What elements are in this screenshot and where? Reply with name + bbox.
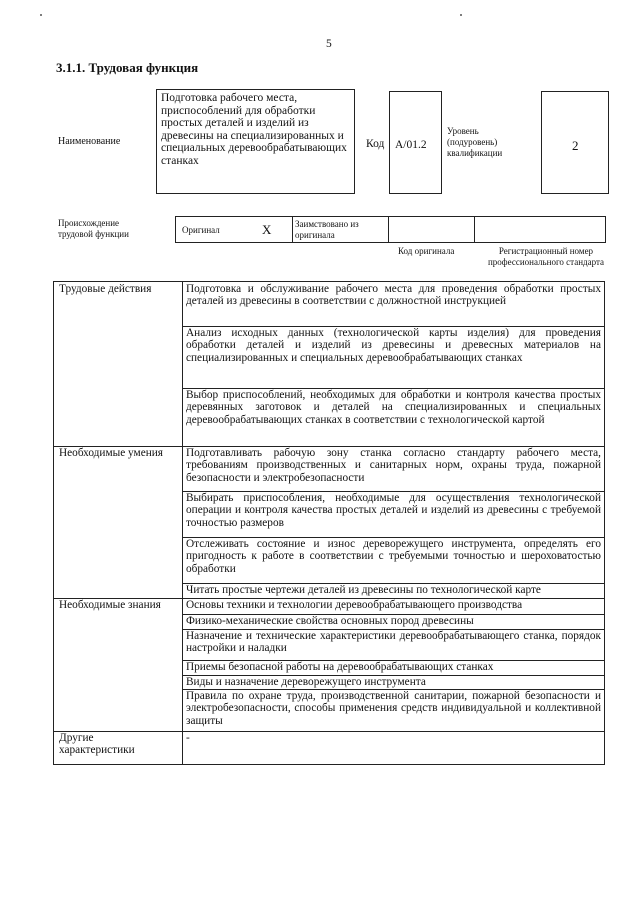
level-label: Уровень (подуровень) квалификации: [447, 126, 503, 158]
table-cell: Выбор приспособлений, необходимых для обработки и контроля качества простых деревянных заготовок и деталей на специализированных и специальных деревообрабатывающих станках в соответствии с технологической картой: [186, 389, 601, 426]
code-box: [389, 91, 442, 194]
scan-speck: [40, 14, 42, 16]
table-cell: Анализ исходных данных (технологической карты изделия) для проведения обработки деталей и изделий из древесины и древесных материалов на специализированных и специальных деревообрабатывающих станках: [186, 327, 601, 364]
original-mark: X: [262, 222, 272, 237]
page-number: 5: [326, 38, 332, 50]
table-cell: Приемы безопасной работы на деревообрабатывающих станках: [186, 661, 494, 673]
table-cell: Подготовка и обслуживание рабочего места для проведения обработки простых деталей из древесины в соответствии с должностной инструкцией: [186, 283, 601, 308]
row-label-other: Другие характеристики: [59, 732, 135, 757]
name-box: [156, 89, 355, 194]
table-cell: Физико-механические свойства основных пород древесины: [186, 615, 474, 627]
level-box: [541, 91, 609, 194]
table-cell: -: [186, 732, 190, 744]
section-title: 3.1.1. Трудовая функция: [56, 60, 199, 75]
code-original-caption: Код оригинала: [398, 246, 455, 256]
scan-speck: [460, 14, 462, 16]
row-label-knowledge: Необходимые знания: [59, 599, 161, 611]
table-cell: Основы техники и технологии деревообрабатывающего производства: [186, 599, 523, 611]
table-cell: Назначение и технические характеристики деревообрабатывающего станка, порядок настройки и наладки: [186, 630, 601, 655]
name-label: Наименование: [58, 136, 121, 147]
name-value: Подготовка рабочего места, приспособлений для обработки простых деталей и изделий из древесины на специализированных и специальных деревообрабатывающих станках: [161, 92, 347, 167]
level-value: 2: [572, 138, 579, 153]
table-cell: Читать простые чертежи деталей из древесины по технологической карте: [186, 584, 541, 596]
row-label-skills: Необходимые умения: [59, 447, 163, 459]
row-label-labor-actions: Трудовые действия: [59, 283, 152, 295]
code-value: A/01.2: [395, 139, 427, 151]
borrowed-label: Заимствовано из оригинала: [295, 219, 359, 240]
origin-box: [175, 216, 606, 243]
origin-label: Происхождение трудовой функции: [58, 218, 129, 239]
reg-number-caption: Регистрационный номер профессионального стандарта: [487, 246, 605, 267]
original-label: Оригинал: [182, 225, 220, 235]
code-label: Код: [366, 138, 385, 150]
table-cell: Виды и назначение дереворежущего инструмента: [186, 676, 426, 688]
table-cell: Отслеживать состояние и износ дереворежущего инструмента, определять его пригодность к работе в соответствии с требуемыми точностью и шероховатостью обработки: [186, 538, 601, 575]
function-table: [53, 281, 605, 765]
table-cell: Выбирать приспособления, необходимые для осуществления технологической операции и контроля качества простых деталей и изделий из древесины с требуемой точностью размеров: [186, 492, 601, 529]
table-cell: Правила по охране труда, производственной санитарии, пожарной безопасности и электробезопасности, способы применения средств индивидуальной и коллективной защиты: [186, 690, 601, 727]
table-cell: Подготавливать рабочую зону станка согласно стандарту рабочего места, требованиям производственных и санитарных норм, охраны труда, пожарной безопасности и электробезопасности: [186, 447, 601, 484]
